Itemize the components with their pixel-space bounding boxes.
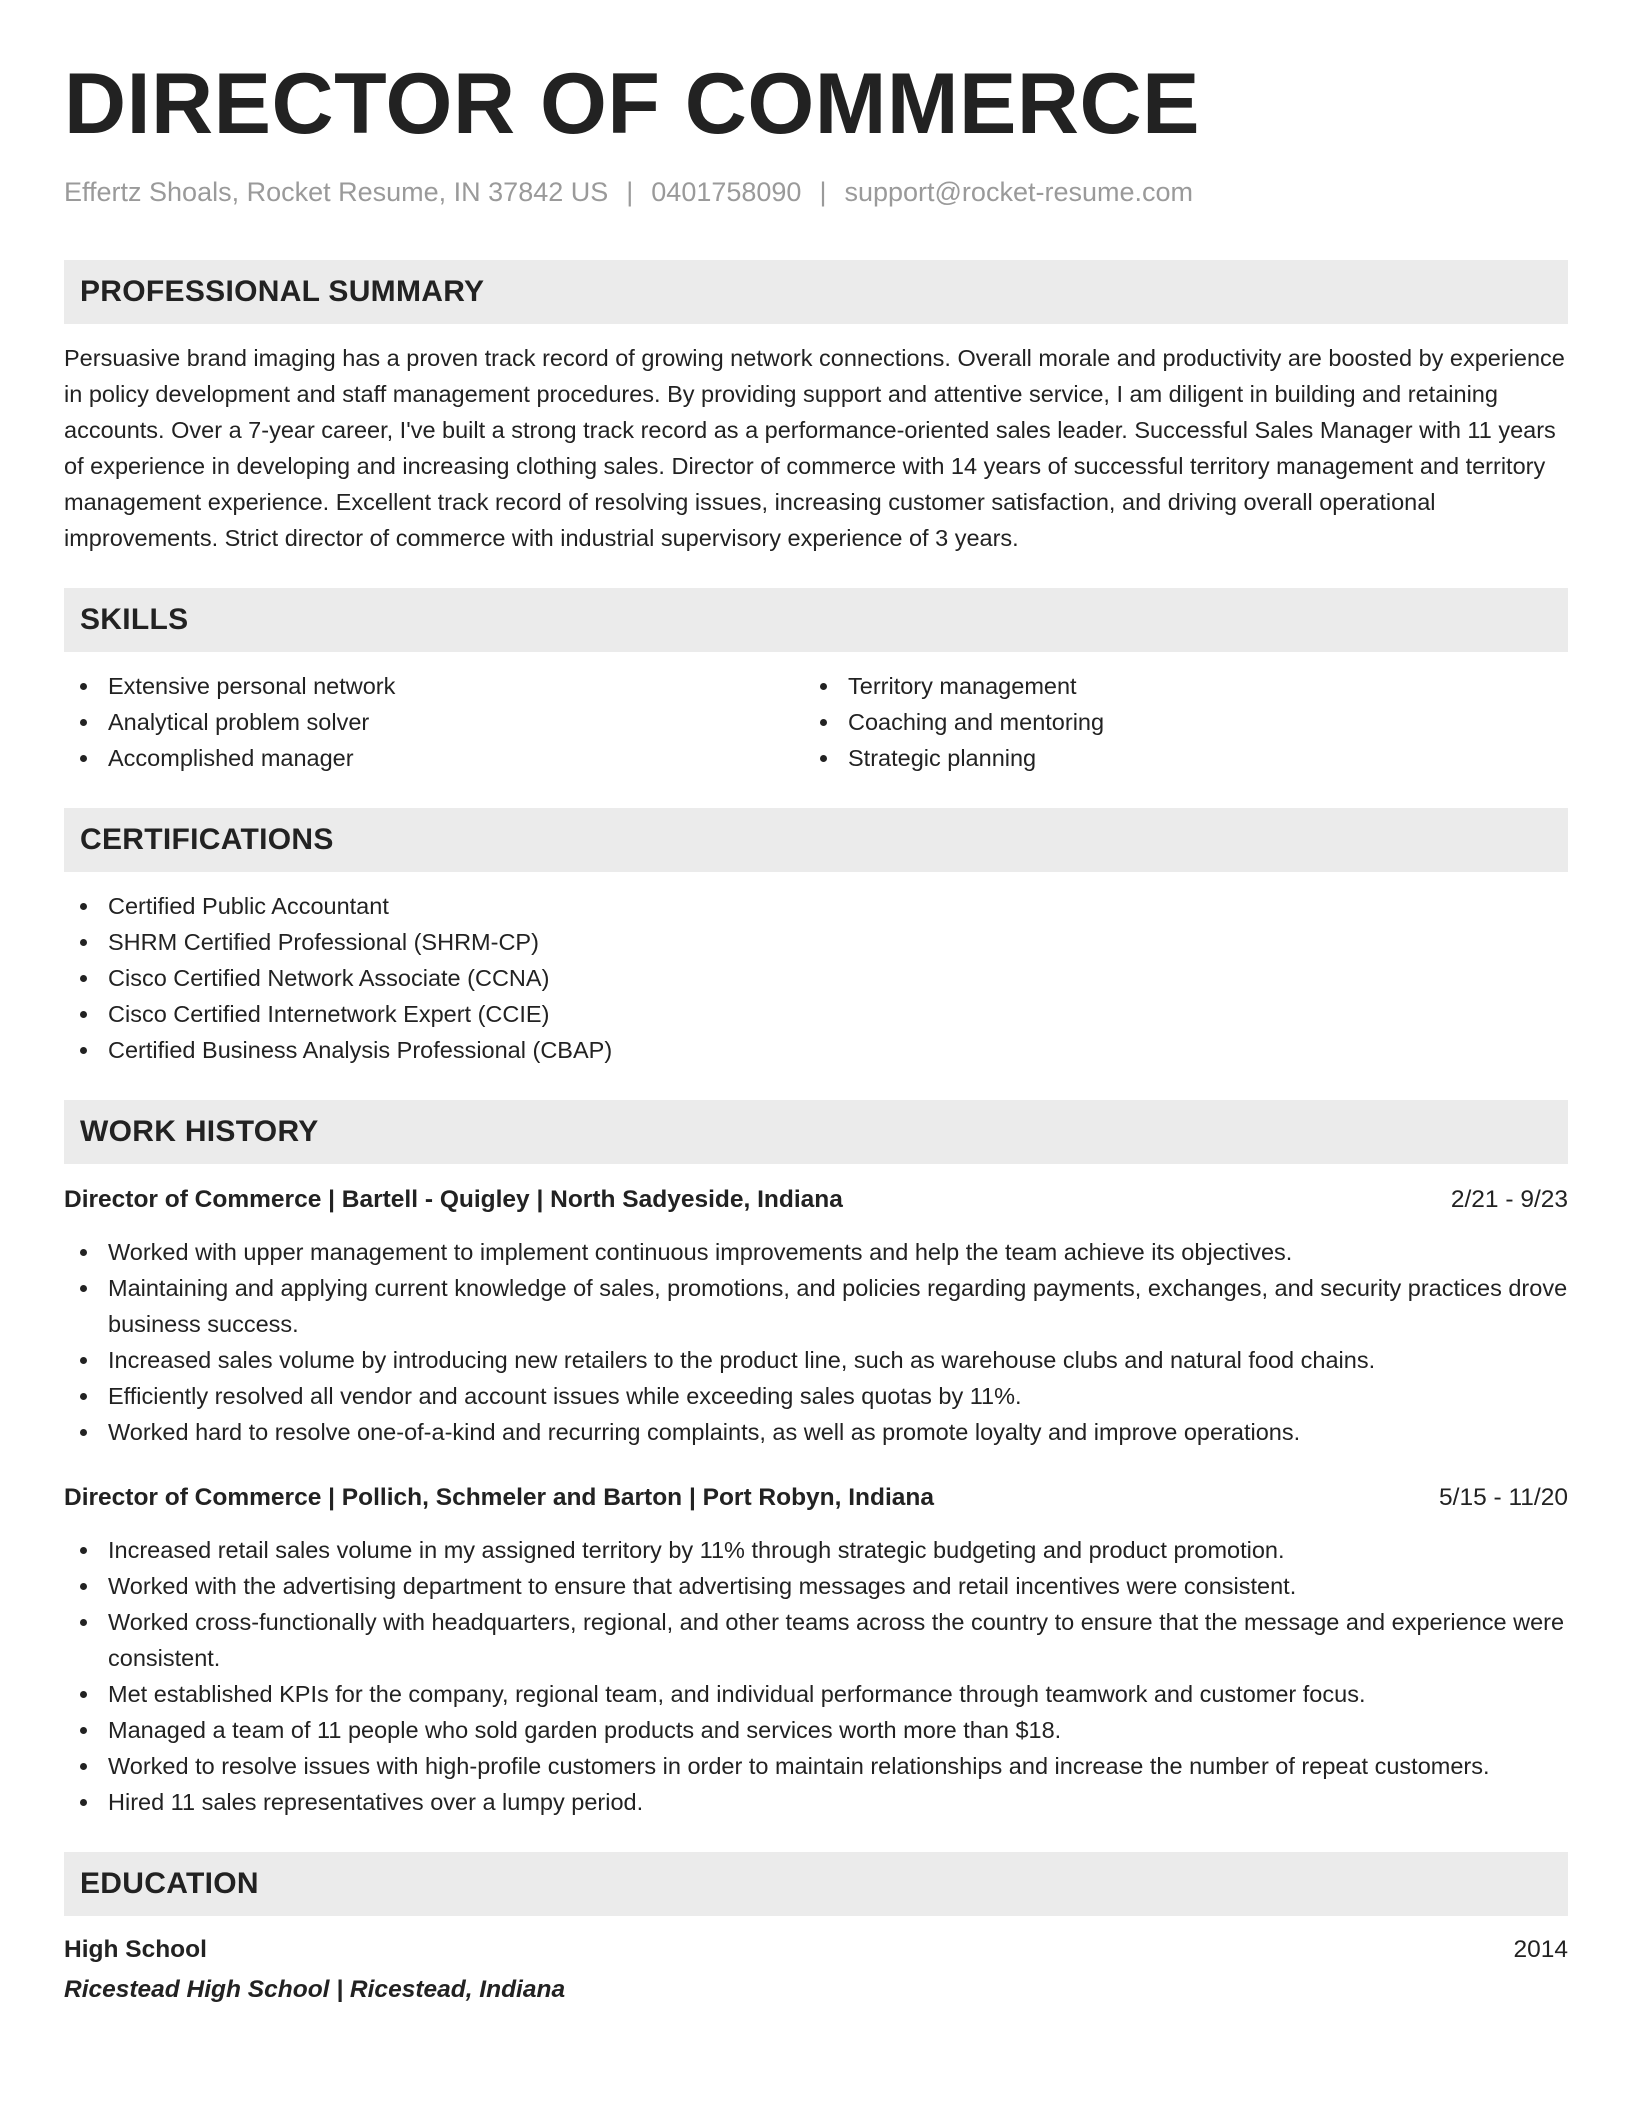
certification-item: Certified Public Accountant xyxy=(64,888,1568,924)
certifications-list xyxy=(64,888,1568,1068)
job-bullet: Worked hard to resolve one-of-a-kind and recurring complaints, as well as promote loyalty and improve operations. xyxy=(64,1414,1568,1450)
education-year: 2014 xyxy=(1513,1936,1568,1963)
education-heading: EDUCATION xyxy=(64,1852,1568,1916)
skill-item: Territory management xyxy=(804,668,1544,704)
contact-line xyxy=(64,174,1568,210)
job-dates: 5/15 - 11/20 xyxy=(1439,1484,1568,1511)
job-bullet: Efficiently resolved all vendor and account issues while exceeding sales quotas by 11%. xyxy=(64,1378,1568,1414)
contact-separator: | xyxy=(626,177,634,207)
education-degree: High School xyxy=(64,1936,207,1963)
contact-address: Effertz Shoals, Rocket Resume, IN 37842 US xyxy=(64,177,609,207)
skill-item: Strategic planning xyxy=(804,740,1544,776)
job-bullet: Increased sales volume by introducing new retailers to the product line, such as warehouse clubs and natural food chains. xyxy=(64,1342,1568,1378)
job-header xyxy=(64,1480,1568,1516)
contact-phone: 0401758090 xyxy=(651,177,802,207)
skill-item: Coaching and mentoring xyxy=(804,704,1544,740)
education-header xyxy=(64,1932,1568,1968)
job-bullets xyxy=(64,1234,1568,1450)
job-bullet: Worked with the advertising department to ensure that advertising messages and retail incentives were consistent. xyxy=(64,1568,1568,1604)
job-entry xyxy=(64,1480,1568,1820)
job-title: Director of Commerce | Pollich, Schmeler and Barton | Port Robyn, Indiana xyxy=(64,1484,935,1511)
skills-column-left xyxy=(64,668,804,776)
certification-item: Cisco Certified Internetwork Expert (CCIE) xyxy=(64,996,1568,1032)
skill-item: Extensive personal network xyxy=(64,668,804,704)
job-bullet: Met established KPIs for the company, regional team, and individual performance through teamwork and customer focus. xyxy=(64,1676,1568,1712)
resume-name: DIRECTOR OF COMMERCE xyxy=(64,56,1200,152)
contact-email: support@rocket-resume.com xyxy=(844,177,1193,207)
job-bullet: Maintaining and applying current knowledge of sales, promotions, and policies regarding payments, exchanges, and security practices drove business success. xyxy=(64,1270,1568,1342)
job-title: Director of Commerce | Bartell - Quigley | North Sadyeside, Indiana xyxy=(64,1186,843,1213)
skills-column-right xyxy=(804,668,1544,776)
education-school: Ricestead High School | Ricestead, Indiana xyxy=(64,1976,566,2003)
skill-item: Analytical problem solver xyxy=(64,704,804,740)
contact-separator: | xyxy=(819,177,827,207)
job-bullet: Worked with upper management to implement continuous improvements and help the team achieve its objectives. xyxy=(64,1234,1568,1270)
job-bullet: Increased retail sales volume in my assigned territory by 11% through strategic budgeting and product promotion. xyxy=(64,1532,1568,1568)
skill-item: Accomplished manager xyxy=(64,740,804,776)
job-bullet: Managed a team of 11 people who sold garden products and services worth more than $18. xyxy=(64,1712,1568,1748)
certification-item: Cisco Certified Network Associate (CCNA) xyxy=(64,960,1568,996)
summary-heading: PROFESSIONAL SUMMARY xyxy=(64,260,1568,324)
job-bullet: Hired 11 sales representatives over a lumpy period. xyxy=(64,1784,1568,1820)
summary-text: Persuasive brand imaging has a proven track record of growing network connections. Overall morale and productivity are boosted by experience in policy development and staff management procedures. By providing support and attentive service, I am diligent in building and retaining accounts. Over a 7-year career, I've built a strong track record as a performance-oriented sales leader. Successful Sales Manager with 11 years of experience in developing and increasing clothing sales. Director of commerce with 14 years of successful territory management and territory management experience. Excellent track record of resolving issues, increasing customer satisfaction, and driving overall operational improvements. Strict director of commerce with industrial supervisory experience of 3 years. xyxy=(64,345,1565,551)
certification-item: Certified Business Analysis Professional (CBAP) xyxy=(64,1032,1568,1068)
job-header xyxy=(64,1182,1568,1218)
job-bullets xyxy=(64,1532,1568,1820)
job-bullet: Worked cross-functionally with headquarters, regional, and other teams across the country to ensure that the message and experience were consistent. xyxy=(64,1604,1568,1676)
certification-item: SHRM Certified Professional (SHRM-CP) xyxy=(64,924,1568,960)
job-entry xyxy=(64,1182,1568,1450)
job-bullet: Worked to resolve issues with high-profile customers in order to maintain relationships and increase the number of repeat customers. xyxy=(64,1748,1568,1784)
skills-grid xyxy=(64,668,1568,776)
job-dates: 2/21 - 9/23 xyxy=(1450,1186,1568,1213)
education-entry xyxy=(64,1932,1568,2008)
work-history-heading: WORK HISTORY xyxy=(64,1100,1568,1164)
skills-heading: SKILLS xyxy=(64,588,1568,652)
certifications-heading: CERTIFICATIONS xyxy=(64,808,1568,872)
